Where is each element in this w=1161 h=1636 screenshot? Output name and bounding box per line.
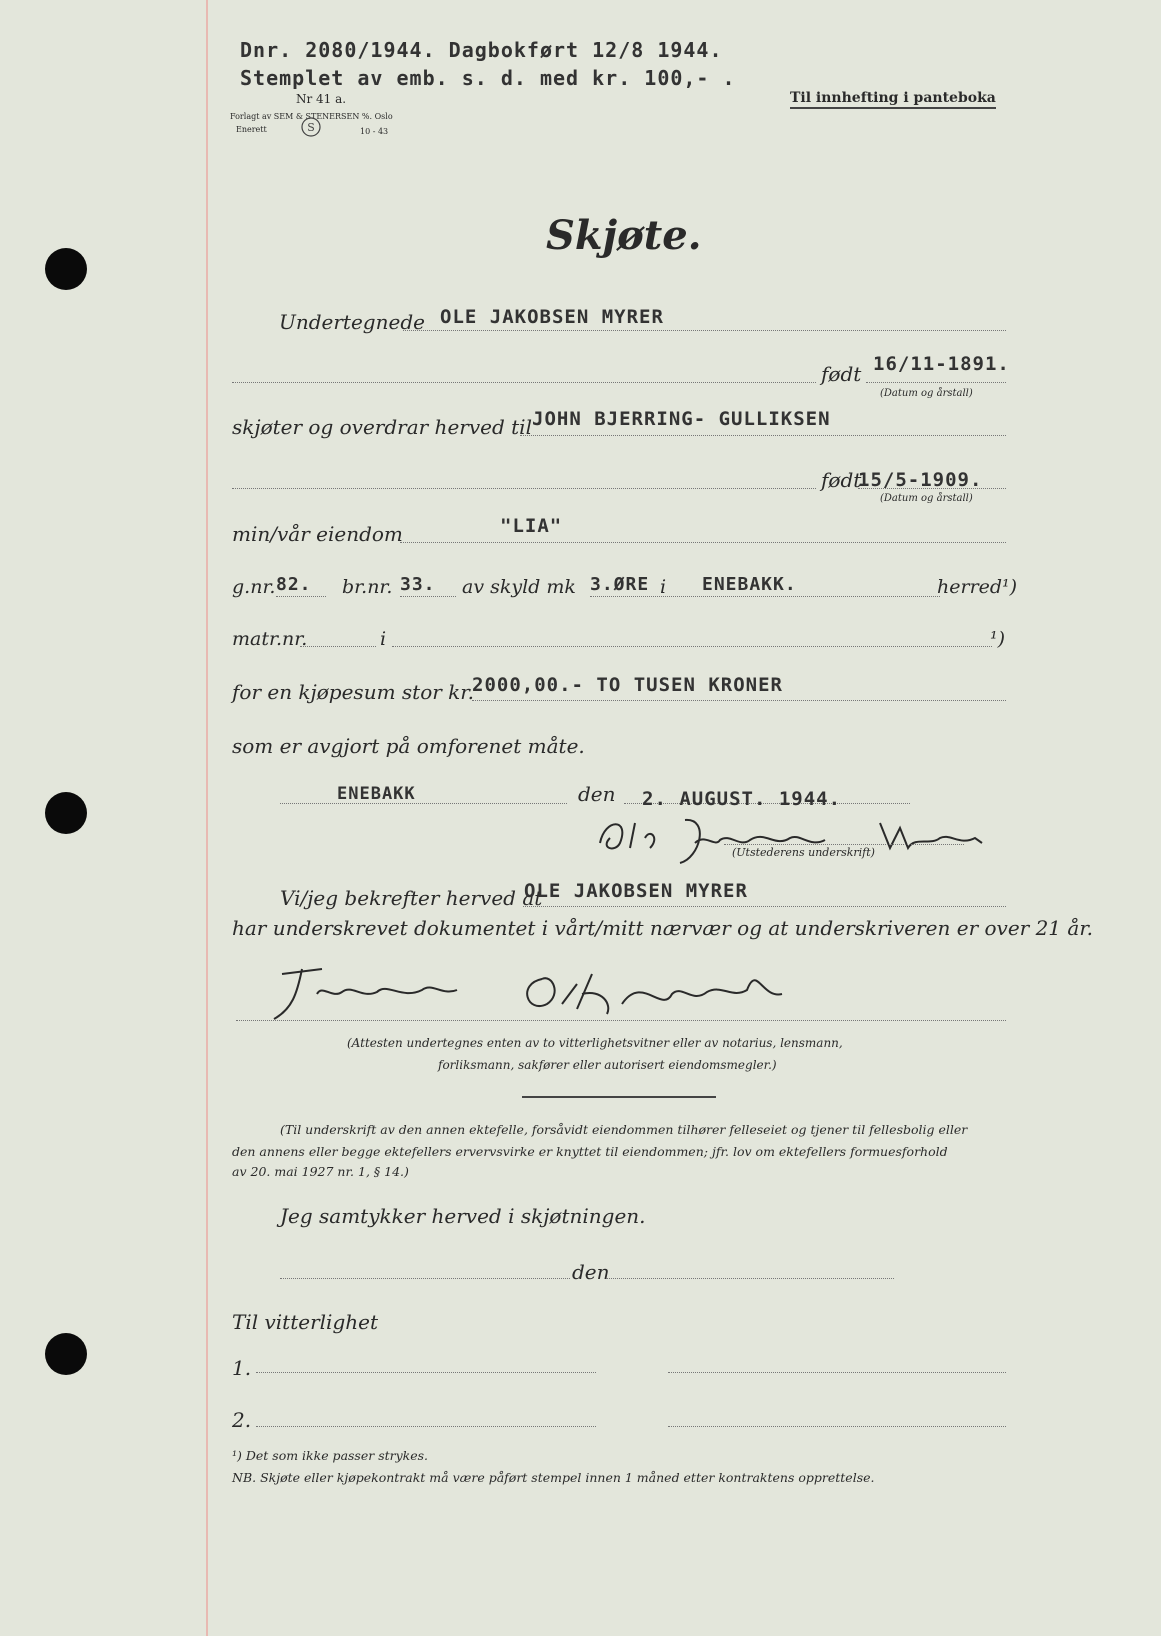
signing-place: ENEBAKK — [337, 784, 416, 804]
witness-1-line-a — [256, 1372, 596, 1373]
attest-note-2: forliksmann, sakfører eller autorisert eiendomsmegler.) — [438, 1058, 777, 1072]
label-vitterlighet: Til vitterlighet — [232, 1310, 379, 1334]
buyer-line — [520, 435, 1006, 436]
seller-born-line — [866, 382, 1006, 383]
registration-stamp-line1: Dnr. 2080/1944. Dagbokført 12/8 1944. — [240, 38, 723, 62]
utsteder-hint: (Utstederens underskrift) — [732, 846, 875, 859]
publisher-date: 10 - 43 — [360, 127, 389, 136]
publisher-logo-icon — [300, 116, 322, 138]
label-fodt-seller: født — [821, 362, 862, 386]
publisher-city: %. Oslo — [361, 112, 393, 121]
svg-text:S: S — [307, 121, 315, 134]
footnote-2: NB. Skjøte eller kjøpekontrakt må være påført stempel innen 1 måned etter kontraktens opprettelse. — [232, 1470, 875, 1485]
witness-1-line-b — [668, 1372, 1006, 1373]
matr-footnote-ref: ¹) — [990, 628, 1006, 650]
datum-hint-buyer: (Datum og årstall) — [880, 493, 973, 504]
seller-birth-date: 16/11-1891. — [873, 353, 1010, 375]
skyld-line — [590, 596, 940, 597]
punch-hole-middle — [45, 792, 87, 834]
spouse-note-2: den annens eller begge ektefellers ervervsvirke er knyttet til eiendommen; jfr. lov om ektefellers formuesforhold — [232, 1144, 948, 1159]
footnote-1: ¹) Det som ikke passer strykes. — [232, 1448, 429, 1463]
seller-name: OLE JAKOBSEN MYRER — [440, 306, 664, 328]
label-kjopesum: for en kjøpesum stor kr. — [232, 680, 475, 704]
label-brnr: br.nr. — [342, 576, 393, 598]
seller-signature — [590, 808, 1030, 868]
label-bekrefter: Vi/jeg bekrefter herved at — [280, 886, 543, 910]
registration-stamp-line2: Stemplet av emb. s. d. med kr. 100,- . — [240, 66, 736, 90]
witness-signatures — [262, 954, 822, 1024]
label-fodt-buyer: født — [821, 468, 862, 492]
consent-place-line — [280, 1278, 570, 1279]
label-den: den — [578, 782, 616, 806]
signing-date: 2. AUGUST. 1944. — [642, 788, 842, 810]
label-eiendom: min/vår eiendom — [232, 522, 403, 546]
label-skjoter: skjøter og overdrar herved til — [232, 415, 532, 439]
label-samtykker: Jeg samtykker herved i skjøtningen. — [280, 1204, 646, 1228]
section-divider — [522, 1096, 716, 1098]
label-gnr: g.nr. — [232, 576, 276, 598]
spouse-note-1: (Til underskrift av den annen ektefelle, forsåvidt eiendommen tilhører felleseiet og tjener til fellesbolig eller — [280, 1122, 968, 1137]
witness-1-number: 1. — [232, 1356, 252, 1380]
seller-line — [403, 330, 1006, 331]
binding-note: Til innhefting i panteboka — [790, 90, 996, 109]
matrnr-line — [300, 646, 376, 647]
witness-2-line-b — [668, 1426, 1006, 1427]
label-avgjort: som er avgjort på omforenet måte. — [232, 734, 585, 758]
seller-line-2 — [232, 382, 816, 383]
skyld-value: 3.ØRE — [590, 574, 650, 595]
document-title: Skjøte. — [546, 212, 702, 259]
brnr-value: 33. — [400, 574, 436, 595]
municipality: ENEBAKK. — [702, 574, 797, 595]
label-skyld-i: i — [660, 576, 667, 598]
buyer-name: JOHN BJERRING- GULLIKSEN — [532, 408, 831, 430]
label-matr-i: i — [380, 628, 387, 650]
datum-hint-seller: (Datum og årstall) — [880, 388, 973, 399]
property-line — [400, 542, 1006, 543]
buyer-birth-date: 15/5-1909. — [858, 469, 983, 491]
purchase-price: 2000,00.- TO TUSEN KRONER — [472, 674, 783, 696]
matr-line — [392, 646, 992, 647]
label-undertegnede: Undertegnede — [279, 310, 425, 334]
label-matrnr: matr.nr. — [232, 628, 308, 650]
gnr-value: 82. — [276, 574, 312, 595]
witness-line — [236, 1020, 1006, 1021]
confirm-line — [523, 906, 1006, 907]
label-herred: herred¹) — [937, 576, 1018, 598]
buyer-line-2 — [232, 488, 816, 489]
punch-hole-bottom — [45, 1333, 87, 1375]
label-skyld: av skyld mk — [462, 576, 576, 598]
utsteder-line — [724, 844, 964, 845]
punch-hole-top — [45, 248, 87, 290]
form-number: Nr 41 a. — [296, 92, 347, 106]
brnr-line — [400, 596, 456, 597]
property-name: "LIA" — [500, 515, 563, 537]
publisher-enerett: Enerett — [236, 125, 267, 134]
publisher-name: Forlagt av SEM & STENERSEN — [230, 112, 362, 121]
confirm-name: OLE JAKOBSEN MYRER — [524, 880, 748, 902]
label-underskrevet: har underskrevet dokumentet i vårt/mitt nærvær og at underskriveren er over 21 år. — [232, 916, 1094, 940]
margin-rule — [206, 0, 208, 1636]
price-line — [472, 700, 1006, 701]
attest-note-1: (Attesten undertegnes enten av to vitterlighetsvitner eller av notarius, lensmann, — [347, 1036, 843, 1050]
spouse-note-3: av 20. mai 1927 nr. 1, § 14.) — [232, 1164, 409, 1179]
witness-2-line-a — [256, 1426, 596, 1427]
place-line — [280, 803, 567, 804]
gnr-line — [276, 596, 326, 597]
witness-2-number: 2. — [232, 1408, 252, 1432]
label-den-2: den — [572, 1260, 610, 1284]
consent-date-line — [606, 1278, 894, 1279]
